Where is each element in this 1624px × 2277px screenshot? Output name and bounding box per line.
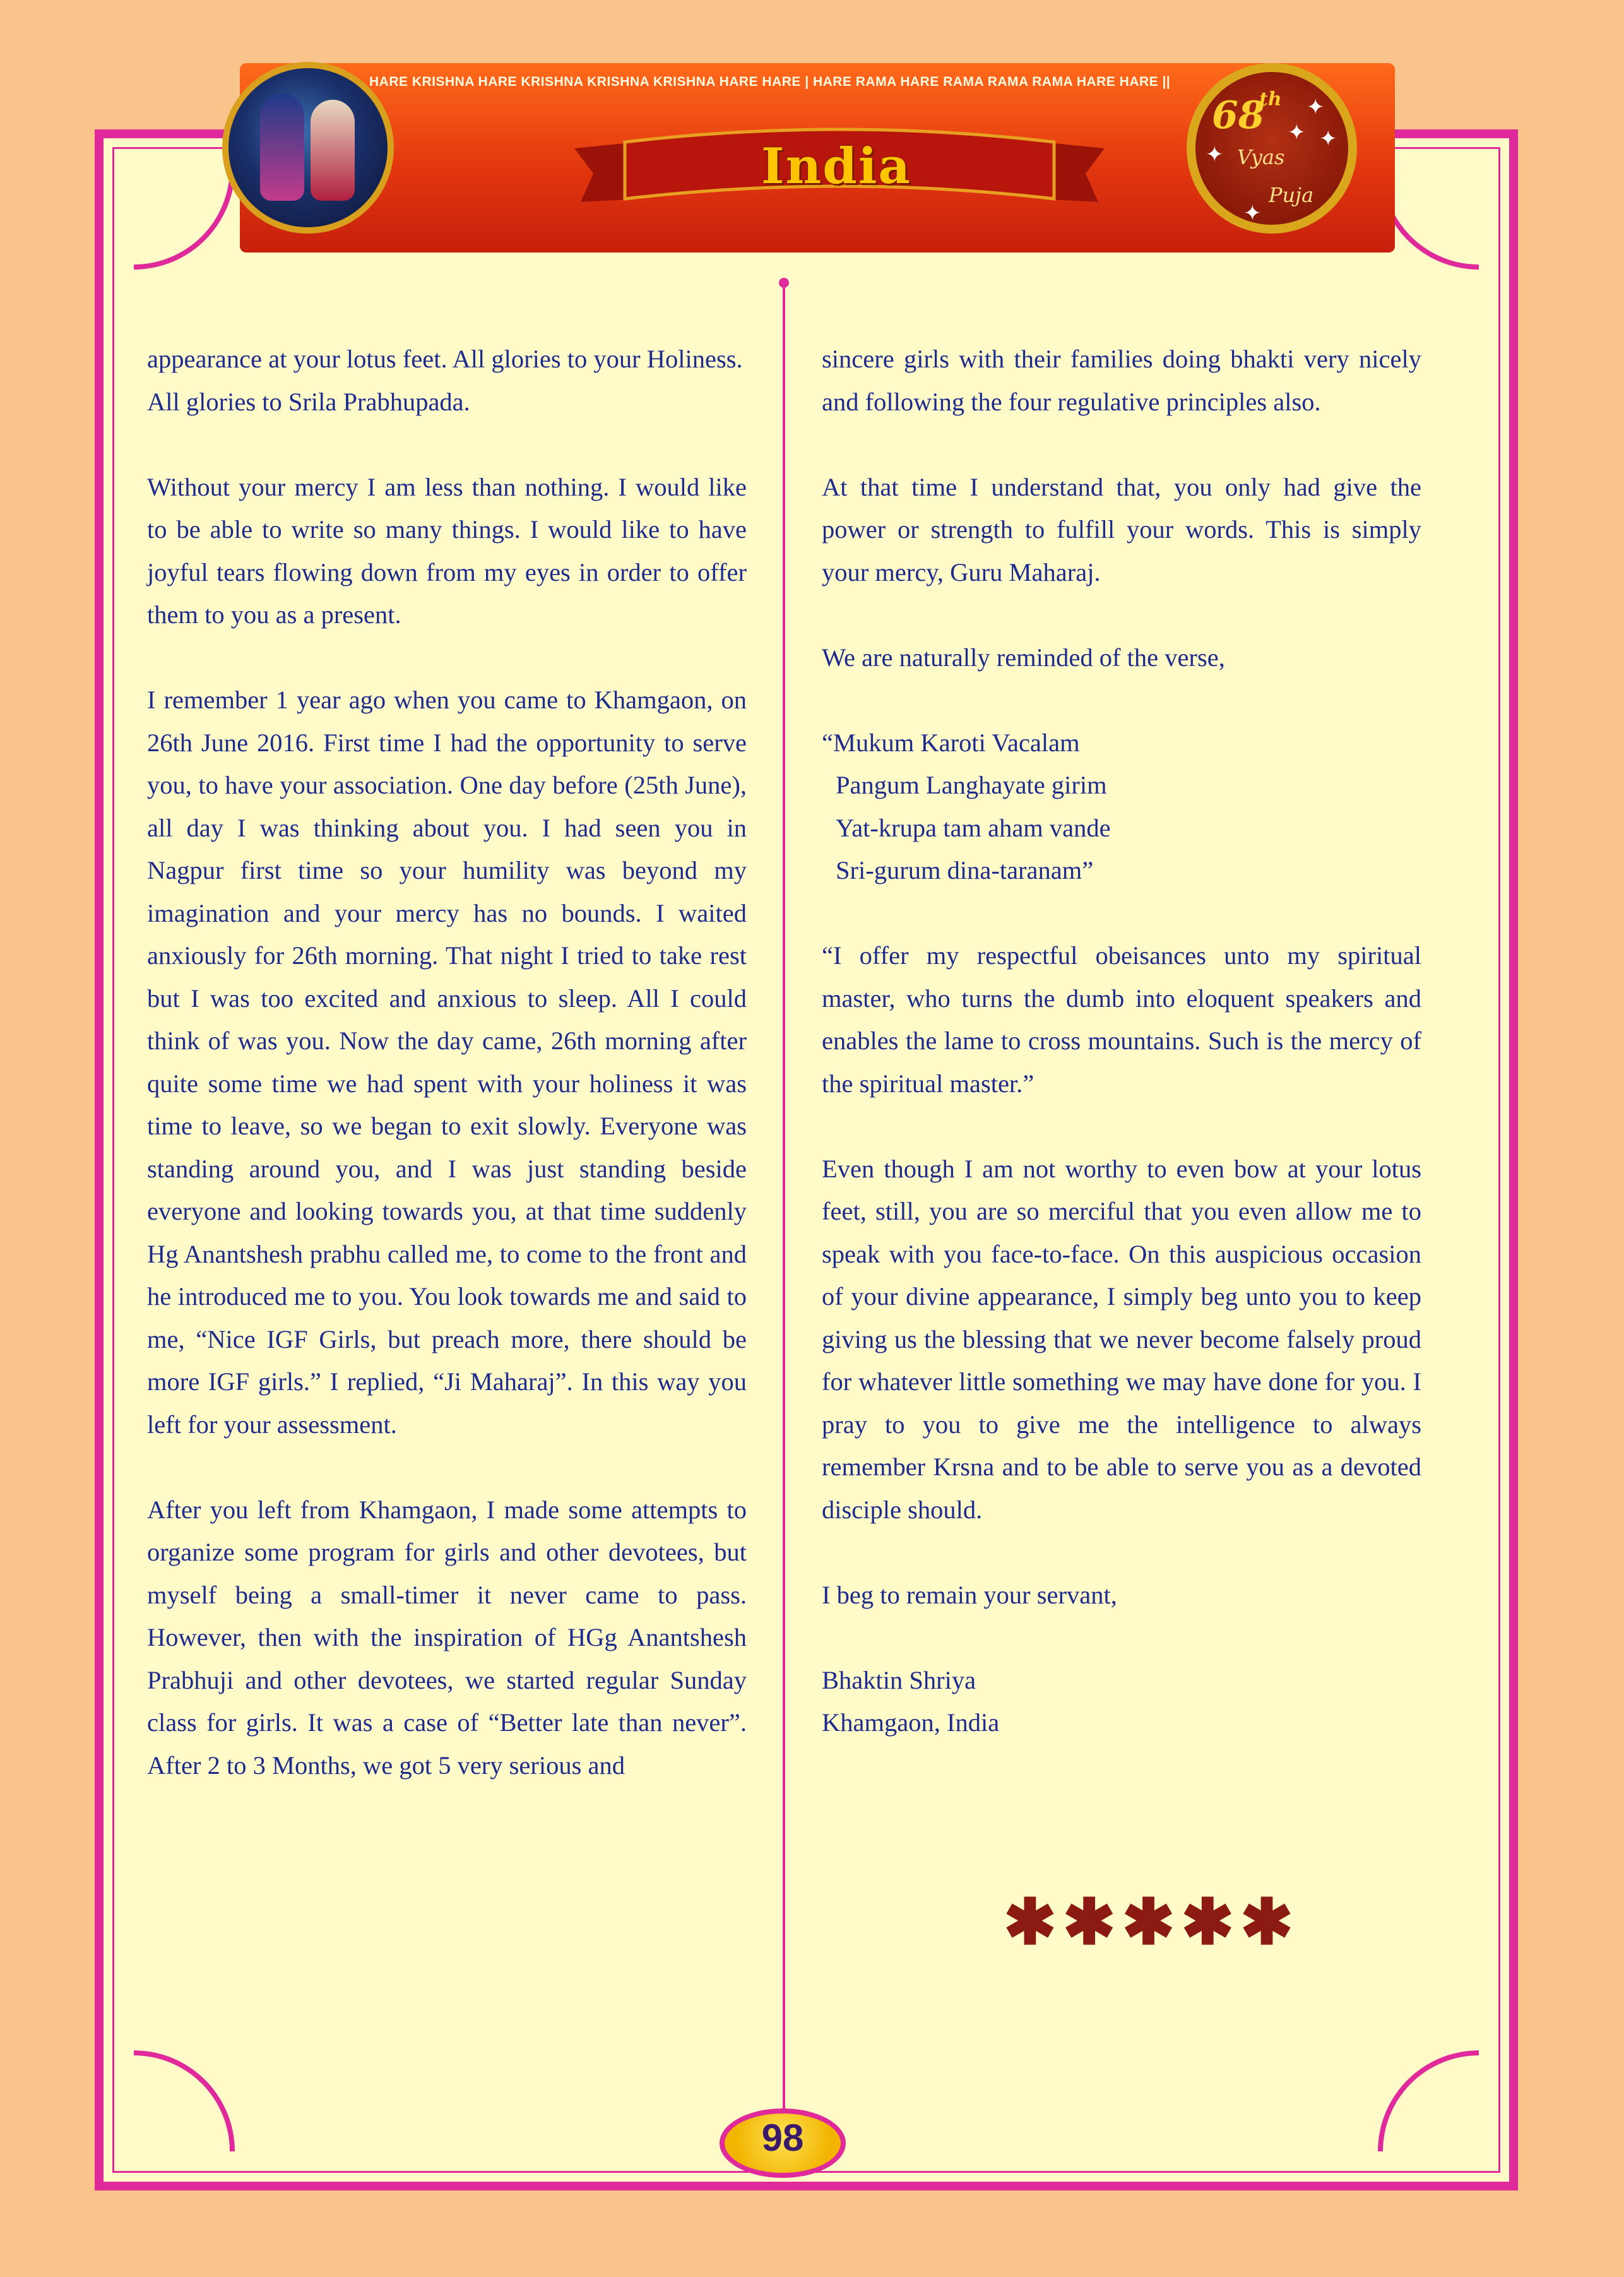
paragraph: “I offer my respectful obeisances unto my spiritual master, who turns the dumb into eloquent speakers and enables the lame to cross mountains. Such is the mercy of the spiritual master.”: [822, 941, 1421, 1098]
paragraph: All glories to Srila Prabhupada.: [147, 387, 470, 416]
paragraph: We are naturally reminded of the verse,: [822, 643, 1225, 672]
star-icon: ✦: [1243, 202, 1262, 225]
deity-figure: [311, 100, 355, 201]
corner-ornament: [134, 169, 235, 270]
verse-line: Sri-gurum dina-taranam”: [836, 856, 1094, 884]
verse-block: [822, 722, 1421, 892]
signature-name: Bhaktin Shriya: [822, 1665, 976, 1694]
paragraph: After you left from Khamgaon, I made some attempts to organize some program for girls and other devotees, but myself being a small-timer it never came to pass. However, then with the inspiration of HGg Anantshesh Prabhuji and other devotees, we started regular Sunday class for girls. It was a case of “Better late than never”. After 2 to 3 Months, we got 5 very serious and: [147, 1495, 747, 1780]
star-icon: ✦: [1288, 121, 1306, 145]
corner-ornament: [134, 2050, 235, 2151]
column-divider: [783, 284, 785, 2121]
badge-ordinal: th: [1259, 88, 1282, 110]
closing-line: I beg to remain your servant,: [822, 1580, 1117, 1609]
deity-figure: [260, 93, 304, 201]
paragraph: sincere girls with their families doing bhakti very nicely and following the four regulative principles also.: [822, 345, 1421, 416]
paragraph: At that time I understand that, you only had give the power or strength to fulfill your words. This is simply your mercy, Guru Maharaj.: [822, 472, 1421, 586]
left-column: [147, 338, 747, 1829]
star-icon: ✦: [1206, 143, 1224, 167]
paragraph: Even though I am not worthy to even bow at your lotus feet, still, you are so merciful that you even allow me to speak with you face-to-face. On this auspicious occasion of your divine appearance, I simply beg unto you to keep giving us the blessing that we never become falsely proud for whatever little something we may have done for you. I pray to you to give me the intelligence to always remember Krsna and to be able to serve you as a devoted disciple should.: [822, 1154, 1421, 1524]
badge-number: 68: [1212, 93, 1265, 138]
star-ornament: ✱✱✱✱✱: [1004, 1884, 1300, 1959]
star-icon: ✦: [1307, 96, 1325, 119]
badge-puja-label: Puja: [1269, 183, 1314, 207]
paragraph: appearance at your lotus feet. All glories to your Holiness.: [147, 345, 743, 373]
verse-line: “Mukum Karoti Vacalam: [822, 728, 1080, 757]
mantra-text: HARE KRISHNA HARE KRISHNA KRISHNA KRISHNA HARE HARE | HARE RAMA HARE RAMA RAMA RAMA HARE HARE ||: [369, 74, 1171, 89]
star-icon: ✦: [1319, 128, 1337, 151]
page-number: 98: [761, 2117, 804, 2159]
corner-ornament: [1378, 2050, 1479, 2151]
deity-image: [222, 62, 394, 234]
page-title: India: [761, 138, 911, 195]
right-column: [822, 338, 1421, 1744]
verse-line: Yat-krupa tam aham vande: [836, 813, 1111, 842]
paragraph: I remember 1 year ago when you came to Khamgaon, on 26th June 2016. First time I had the opportunity to serve you, to have your association. One day before (25th June), all day I was thinking about you. I had seen you in Nagpur first time so your humility was beyond my imagination and your mercy has no bounds. I waited anxiously for 26th morning. That night I tried to take rest but I was too excited and anxious to sleep. All I could think of was you. Now the day came, 26th morning after quite some time we had spent with your holiness it was time to leave, so we began to exit slowly. Everyone was standing around you, and I was just standing beside everyone and looking towards you, at that time suddenly Hg Anantshesh prabhu called me, to come to the front and he introduced me to you. You look towards me and said to me, “Nice IGF Girls, but preach more, there should be more IGF girls.” I replied, “Ji Maharaj”. In this way you left for your assessment.: [147, 686, 747, 1439]
badge-vyas-label: Vyas: [1237, 145, 1285, 169]
divider-dot: [779, 278, 789, 288]
paragraph: Without your mercy I am less than nothing. I would like to be able to write so many things. I would like to have joyful tears flowing down from my eyes in order to offer them to you as a present.: [147, 472, 747, 629]
verse-line: Pangum Langhayate girim: [836, 771, 1107, 799]
signature-place: Khamgaon, India: [822, 1708, 1000, 1737]
